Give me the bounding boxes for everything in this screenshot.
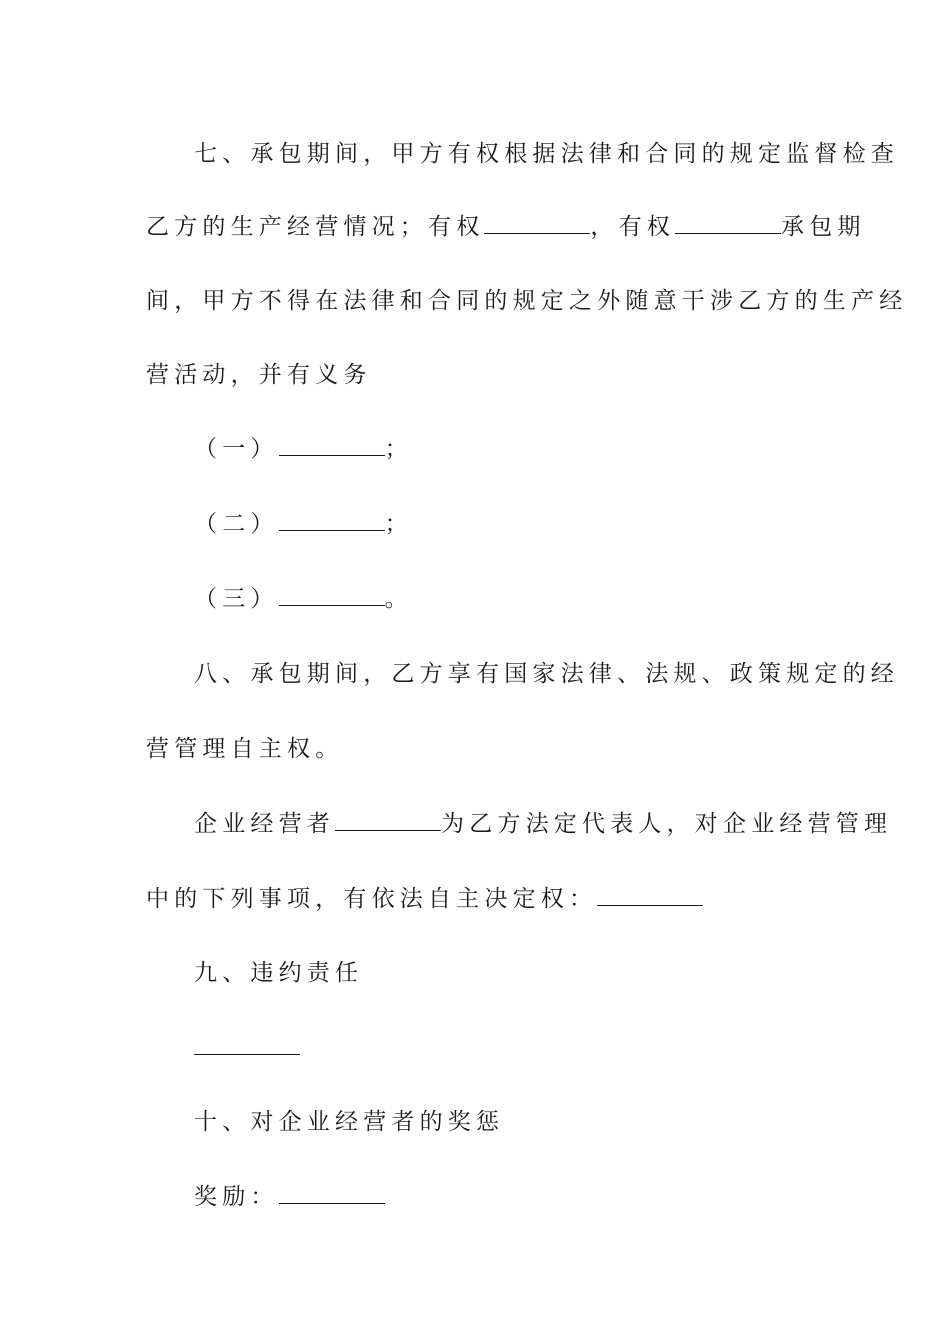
fill-in-blank <box>675 213 781 234</box>
paragraph-7-line-2-end: 承包期 <box>781 214 866 240</box>
item-3-end: 。 <box>384 586 413 612</box>
section-9-content <box>194 1033 300 1063</box>
obligation-item-1 <box>194 434 413 464</box>
manager-line-1 <box>194 809 892 839</box>
manager-line-1-end: 为乙方法定代表人，对企业经营管理 <box>441 811 893 837</box>
item-2-end: ； <box>384 511 413 537</box>
paragraph-8-line-2: 营管理自主权。 <box>146 736 344 762</box>
paragraph-8-line-1: 八、承包期间，乙方享有国家法律、法规、政策规定的经 <box>194 661 899 687</box>
item-3-label: （三） <box>194 586 279 612</box>
obligation-item-3 <box>194 584 413 614</box>
fill-in-blank <box>194 1034 300 1055</box>
paragraph-7-line-2 <box>146 212 866 242</box>
fill-in-blank <box>335 810 441 831</box>
fill-in-blank <box>279 1183 385 1204</box>
item-2-label: （二） <box>194 511 279 537</box>
fill-in-blank <box>484 213 590 234</box>
fill-in-blank <box>279 435 385 456</box>
item-1-end: ； <box>384 436 413 462</box>
paragraph-7-line-2-start: 乙方的生产经营情况；有权 <box>146 214 485 240</box>
reward-label: 奖励： <box>194 1184 279 1210</box>
paragraph-7-line-4: 营活动，并有义务 <box>146 362 372 388</box>
obligation-item-2 <box>194 509 413 539</box>
section-10-heading: 十、对企业经营者的奖惩 <box>194 1109 505 1135</box>
fill-in-blank <box>597 885 703 906</box>
manager-line-2-text: 中的下列事项，有依法自主决定权： <box>146 886 598 912</box>
fill-in-blank <box>279 585 385 606</box>
reward-line <box>194 1182 385 1212</box>
paragraph-7-line-3: 间，甲方不得在法律和合同的规定之外随意干涉乙方的生产经 <box>146 288 908 314</box>
section-9-heading: 九、违约责任 <box>194 960 364 986</box>
manager-line-1-start: 企业经营者 <box>194 811 335 837</box>
paragraph-7-line-1: 七、承包期间，甲方有权根据法律和合同的规定监督检查 <box>194 141 899 167</box>
paragraph-7-line-2-middle: ，有权 <box>590 214 676 240</box>
item-1-label: （一） <box>194 436 279 462</box>
manager-line-2 <box>146 884 703 914</box>
fill-in-blank <box>279 510 385 531</box>
